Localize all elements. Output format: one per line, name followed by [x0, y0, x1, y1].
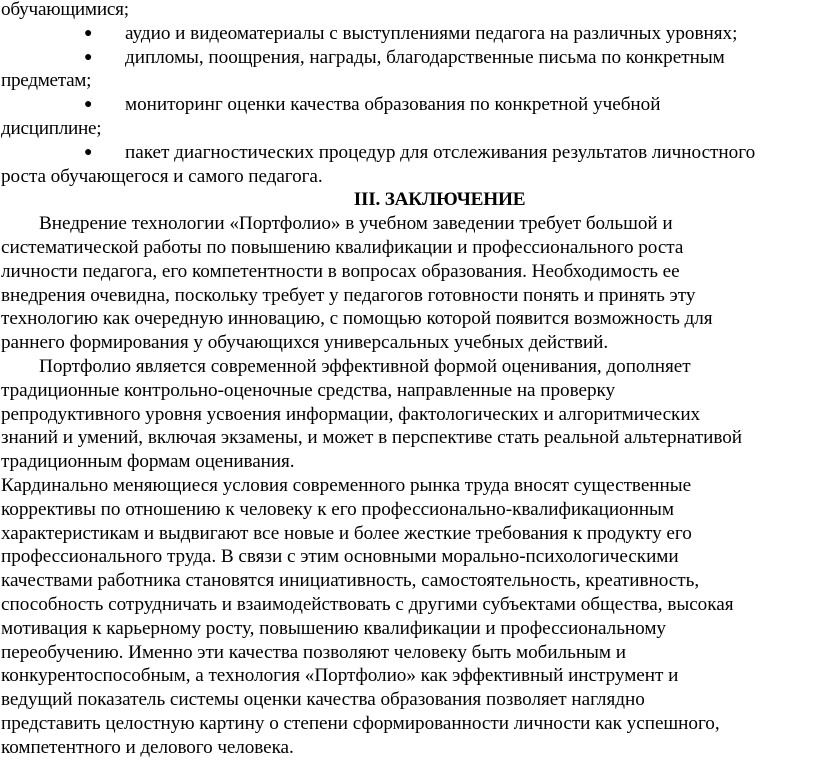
intro-line: обучающимися; [1, 0, 129, 20]
bullet-icon: ● [84, 97, 93, 113]
paragraph-line: Кардинально меняющиеся условия современного рынка труда вносят существенные [1, 474, 692, 496]
bullet-icon: ● [84, 25, 93, 41]
bullet-text: дипломы, поощрения, награды, благодарственные письма по конкретным [125, 46, 725, 68]
paragraph-line: переобучению. Именно эти качества позволяют человеку быть мобильным и [1, 641, 626, 663]
paragraph [1, 212, 816, 355]
paragraph-line: конкурентоспособным, а технология «Портфолио» как эффективный инструмент и [1, 665, 679, 687]
bullet-text: пакет диагностических процедур для отслеживания результатов личностного [125, 141, 756, 163]
paragraph-line: Портфолио является современной эффективной формой оценивания, дополняет [39, 355, 691, 377]
paragraph-line: мотивация к карьерному росту, повышению квалификации и профессиональному [1, 617, 666, 639]
bullet-continuation: предметам; [1, 70, 92, 92]
bullet-continuation: дисциплине; [1, 117, 102, 139]
bullet-item [1, 46, 816, 94]
paragraph-line: представить целостную картину о степени сформированности личности как успешного, [1, 712, 720, 734]
bullet-text: мониторинг оценки качества образования по конкретной учебной [125, 94, 661, 116]
bullet-icon: ● [84, 144, 93, 160]
paragraph-line: способность сотрудничать и взаимодействовать с другими субъектами общества, высокая [1, 593, 734, 615]
bullet-line [1, 141, 816, 165]
bullet-line [1, 22, 816, 46]
paragraph-line: раннего формирования у обучающихся универсальных учебных действий. [1, 332, 609, 354]
section-heading: III. ЗАКЛЮЧЕНИЕ [353, 189, 526, 211]
paragraph-line: ведущий показатель системы оценки качества образования позволяет наглядно [1, 689, 645, 711]
paragraph-line: традиционные контрольно-оценочные средства, направленные на проверку [1, 379, 616, 401]
paragraph-line: профессионального труда. В связи с этим основными морально-психологическими [1, 546, 679, 568]
paragraph-line: систематической работы по повышению квалификации и профессионального роста [1, 236, 684, 258]
paragraph-line: традиционным формам оценивания. [1, 451, 295, 473]
bullet-line [1, 46, 816, 70]
paragraph-line: технологию как очередную инновацию, с помощью которой появится возможность для [1, 308, 713, 330]
paragraph-line: качествами работника становятся инициативность, самостоятельность, креативность, [1, 570, 700, 592]
paragraph-line: внедрения очевидна, поскольку требует у педагогов готовности понять и принять эту [1, 284, 696, 306]
paragraph [1, 355, 816, 474]
document-page [1, 0, 816, 760]
paragraph-line: компетентного и делового человека. [1, 736, 294, 758]
bullet-item [1, 22, 816, 46]
bullet-item [1, 93, 816, 141]
bullet-icon: ● [84, 49, 93, 65]
bullet-item [1, 141, 816, 189]
bullet-line [1, 93, 816, 117]
paragraph-line: репродуктивного уровня усвоения информации, фактологических и алгоритмических [1, 403, 701, 425]
bullet-list [1, 22, 816, 189]
paragraph-line: личности педагога, его компетентности в вопросах образования. Необходимость ее [1, 260, 680, 282]
bullet-text: аудио и видеоматериалы с выступлениями педагога на различных уровнях; [125, 22, 738, 44]
paragraph-line: Внедрение технологии «Портфолио» в учебном заведении требует большой и [39, 213, 673, 235]
paragraph-line: характеристикам и выдвигают все новые и более жесткие требования к продукту его [1, 522, 692, 544]
bullet-continuation: роста обучающегося и самого педагога. [1, 165, 323, 187]
paragraph [1, 474, 816, 760]
paragraph-line: знаний и умений, включая экзамены, и может в перспективе стать реальной альтернативой [1, 427, 743, 449]
paragraph-line: коррективы по отношению к человеку к его профессионально-квалификационным [1, 498, 675, 520]
